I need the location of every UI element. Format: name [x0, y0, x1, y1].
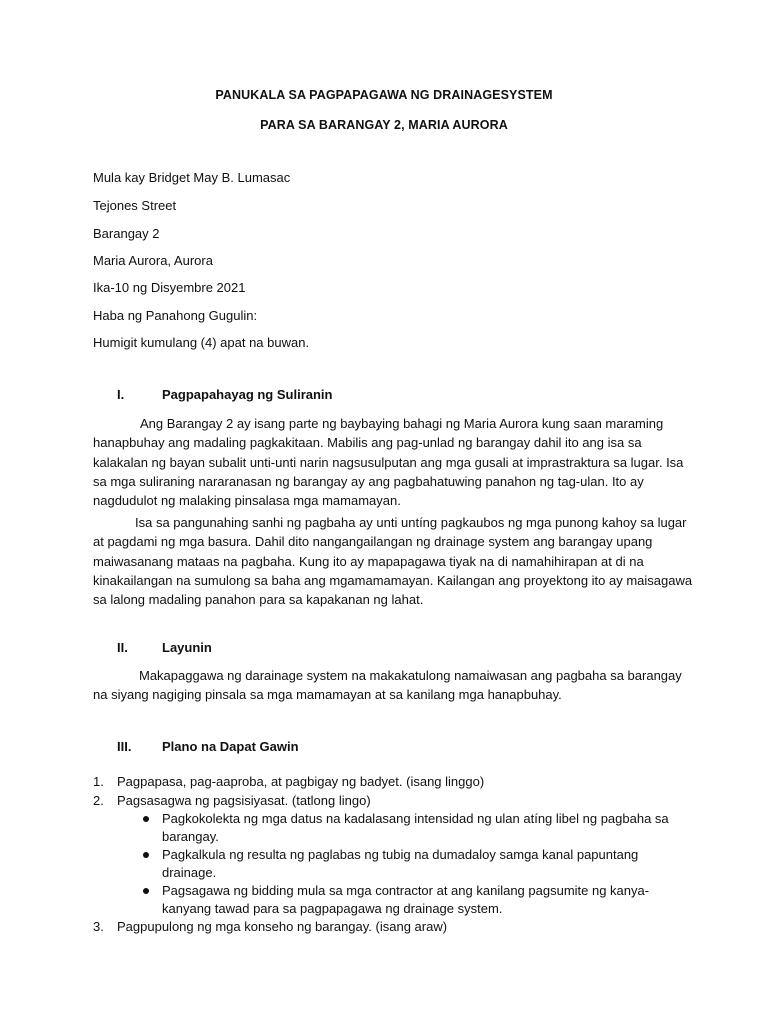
plan-item-3-number: 3.: [93, 919, 104, 934]
street-line: Tejones Street: [93, 198, 177, 213]
bullet-marker: [143, 852, 149, 858]
section-1-paragraph-1: Ang Barangay 2 ay isang parte ng baybaying bahagi ng Maria Aurora kung saan maraming hanapbuhay ang madaling pagkakitaan. Mabilis ang pag-unlad ng barangay dahil ito ang isa sa kalakalan ng bayan subalit unti-unti narin nagsusulputan ang mga gusali at imprastraktura sa lugar. Isa sa mga suliraning nararanasan ng barangay ay ang pagbahatuwing panahon ng tag-ulan. Ito ay nagdudulot ng malaking pinsalasa mga mamamayan.: [93, 416, 684, 509]
plan-item-2-bullet-3: Pagsagawa ng bidding mula sa mga contractor at ang kanilang pagsumite ng kanya-kanyang tawad para sa pagpapagawa ng drainage system.: [162, 883, 650, 916]
document-title-line-2: PARA SA BARANGAY 2, MARIA AURORA: [260, 118, 508, 132]
municipality-line: Maria Aurora, Aurora: [93, 253, 213, 268]
section-2-paragraph-1: Makapaggawa ng darainage system na makakatulong namaiwasan ang pagbaha sa barangay na siyang nagiging pinsala sa mga mamamayan at sa kanilang mga hanapbuhay.: [93, 668, 682, 703]
plan-item-2-number: 2.: [93, 793, 104, 808]
barangay-line: Barangay 2: [93, 226, 160, 241]
bullet-marker: [143, 816, 149, 822]
bullet-marker: [143, 888, 149, 894]
plan-item-2-text: Pagsasagwa ng pagsisiyasat. (tatlong lingo): [117, 793, 371, 808]
plan-item-2-bullet-1: Pagkokolekta ng mga datus na kadalasang intensidad ng ulan atíng libel ng pagbaha sa barangay.: [162, 811, 669, 844]
document-title-line-1: PANUKALA SA PAGPAPAGAWA NG DRAINAGESYSTEM: [215, 88, 553, 102]
section-2-number: II.: [117, 640, 128, 655]
section-3-number: III.: [117, 739, 132, 754]
section-1-title: Pagpapahayag ng Suliranin: [162, 387, 333, 402]
section-2-title: Layunin: [162, 640, 212, 655]
plan-item-3-text: Pagpupulong ng mga konseho ng barangay. (isang araw): [117, 919, 448, 934]
section-3-title: Plano na Dapat Gawin: [162, 739, 299, 754]
plan-item-1-text: Pagpapasa, pag-aaproba, at pagbigay ng badyet. (isang linggo): [117, 774, 485, 789]
from-line: Mula kay Bridget May B. Lumasac: [93, 170, 291, 185]
date-line: Ika-10 ng Disyembre 2021: [93, 280, 246, 295]
duration-value: Humigit kumulang (4) apat na buwan.: [93, 335, 310, 350]
plan-item-2-bullet-2: Pagkalkula ng resulta ng paglabas ng tubig na dumadaloy samga kanal papuntang drainage.: [162, 847, 639, 880]
section-1-paragraph-2: Isa sa pangunahing sanhi ng pagbaha ay unti untíng pagkaubos ng mga punong kahoy sa lugar at pagdami ng mga basura. Dahil dito nangangailangan ng drainage system ang barangay upang maiwasanang mataas na pagbaha. Kung ito ay mapapagawa tiyak na di namahihirapan at di na kinakailangan na sumulong sa baha ang mgamamamayan. Kailangan ang proyektong ito ay maisagawa sa lalong madaling panahon para sa kapakanan ng lahat.: [93, 515, 693, 608]
plan-item-1-number: 1.: [93, 774, 104, 789]
duration-label: Haba ng Panahong Gugulin:: [93, 308, 258, 323]
section-1-number: I.: [117, 387, 125, 402]
